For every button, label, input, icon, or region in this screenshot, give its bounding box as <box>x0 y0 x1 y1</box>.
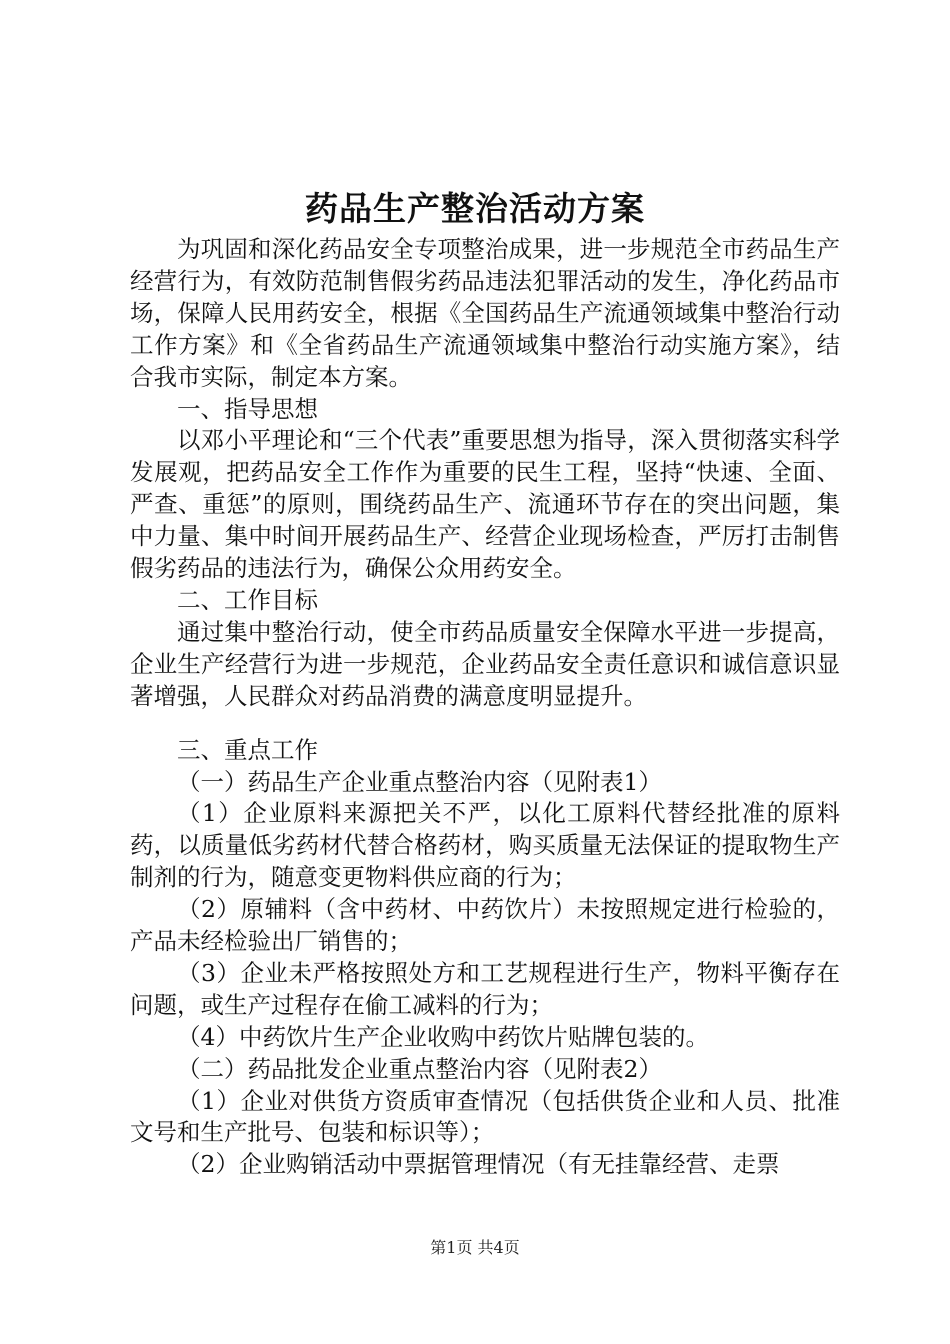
section-heading-work-goals: 二、工作目标 <box>177 585 318 614</box>
list-item: （2）原辅料（含中药材、中药饮片）未按照规定进行检验的，产品未经检验出厂销售的； <box>130 895 840 956</box>
list-item: （2）企业购销活动中票据管理情况（有无挂靠经营、走票 <box>177 1150 780 1179</box>
document-body <box>130 234 840 1181</box>
list-item: （1）企业原料来源把关不严，以化工原料代替经批准的原料药，以质量低劣药材代替合格药材，购买质量无法保证的提取物生产制剂的行为，随意变更物料供应商的行为； <box>130 799 840 892</box>
subsection-heading-wholesale: （二）药品批发企业重点整治内容（见附表2） <box>177 1054 662 1083</box>
section-heading-guiding-ideology: 一、指导思想 <box>177 394 318 423</box>
list-item: （1）企业对供货方资质审查情况（包括供货企业和人员、批准文号和生产批号、包装和标识等）； <box>130 1086 840 1147</box>
subsection-heading-production: （一）药品生产企业重点整治内容（见附表1） <box>177 767 662 796</box>
paragraph-gap <box>130 713 840 735</box>
page-number-footer: 第1页 共4页 <box>430 1238 520 1257</box>
section-paragraph-guiding-ideology: 以邓小平理论和“三个代表”重要思想为指导，深入贯彻落实科学发展观，把药品安全工作作为重要的民生工程，坚持“快速、全面、严查、重惩”的原则，围绕药品生产、流通环节存在的突出问题，集中力量、集中时间开展药品生产、经营企业现场检查，严厉打击制售假劣药品的违法行为，确保公众用药安全。 <box>130 426 840 583</box>
section-heading-key-work: 三、重点工作 <box>177 735 318 764</box>
list-item: （3）企业未严格按照处方和工艺规程进行生产，物料平衡存在问题，或生产过程存在偷工减料的行为； <box>130 958 840 1019</box>
intro-paragraph: 为巩固和深化药品安全专项整治成果，进一步规范全市药品生产经营行为，有效防范制售假劣药品违法犯罪活动的发生，净化药品市场，保障人民用药安全，根据《全国药品生产流通领域集中整治行动工作方案》和《全省药品生产流通领域集中整治行动实施方案》，结合我市实际，制定本方案。 <box>130 235 840 391</box>
list-item: （4）中药饮片生产企业收购中药饮片贴牌包装的。 <box>177 1022 709 1051</box>
document-title: 药品生产整治活动方案 <box>305 189 645 228</box>
section-paragraph-work-goals: 通过集中整治行动，使全市药品质量安全保障水平进一步提高，企业生产经营行为进一步规范，企业药品安全责任意识和诚信意识显著增强，人民群众对药品消费的满意度明显提升。 <box>130 617 840 710</box>
